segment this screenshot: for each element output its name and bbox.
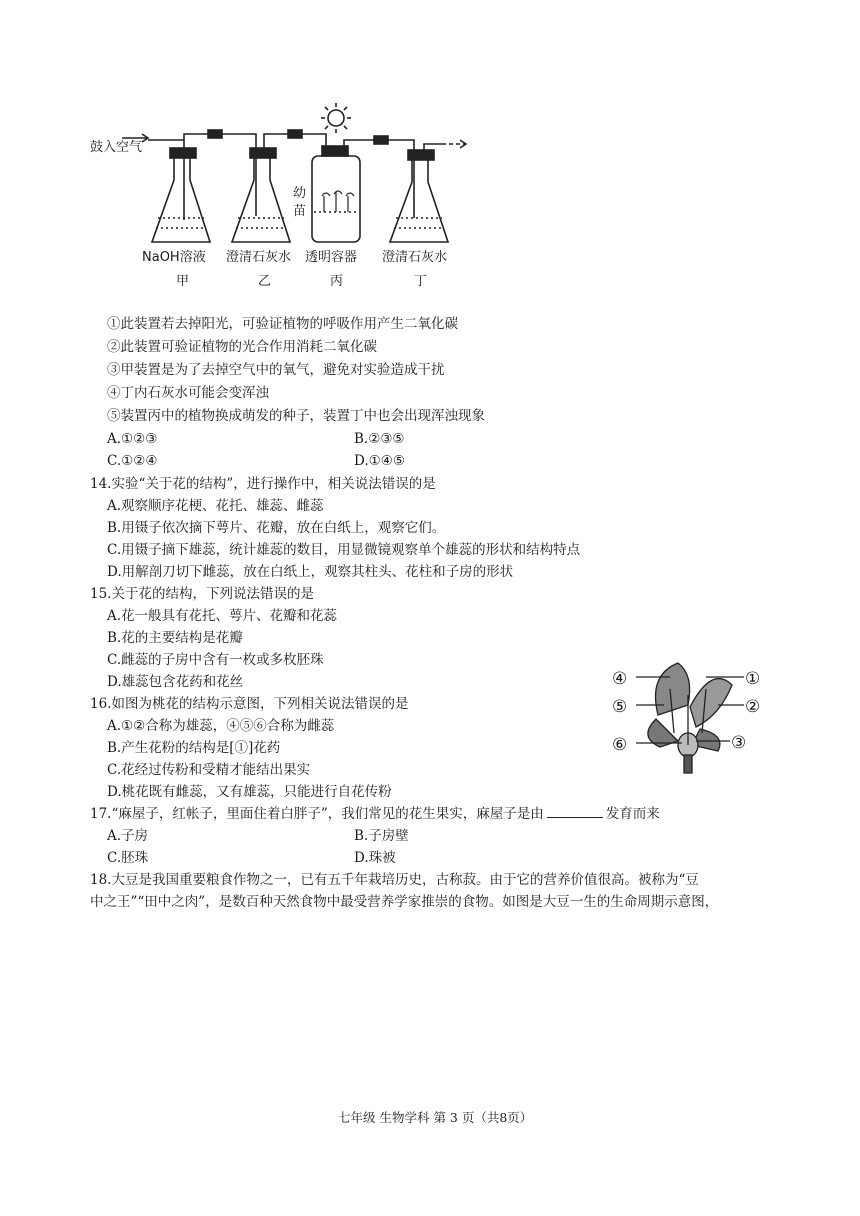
q14-option: A.观察顺序花梗、花托、雄蕊、雌蕊 [107, 498, 324, 514]
q13-statement: ⑤装置丙中的植物换成萌发的种子，装置丁中也会出现浑浊现象 [107, 408, 485, 424]
q15-option: C.雌蕊的子房中含有一枚或多枚胚珠 [107, 652, 324, 668]
flask-reagent-label: 澄清石灰水 [382, 250, 448, 265]
flask-name-label: 丁 [414, 274, 428, 289]
q17-option: C.胚珠 [107, 850, 149, 866]
q13-option: D.①④⑤ [354, 453, 405, 469]
q17-option: A.子房 [107, 828, 149, 844]
q15-option: A.花一般具有花托、萼片、花瓣和花蕊 [107, 608, 338, 624]
q18-text: 中之王”“田中之肉”，是数百种天然食物中最受营养学家推崇的食物。如图是大豆一生的生命周期示意图， [90, 894, 719, 910]
q14-option: C.用镊子摘下雄蕊，统计雄蕊的数目，用显微镜观察单个雄蕊的形状和结构特点 [107, 542, 581, 558]
flask-reagent-label: 澄清石灰水 [226, 250, 292, 265]
flower-label: ⑤ [612, 697, 628, 717]
q14-stem: 14.实验“关于花的结构”，进行操作中，相关说法错误的是 [90, 476, 436, 492]
flower-label: ② [745, 697, 761, 717]
q14-option: D.用解剖刀切下雌蕊，放在白纸上，观察其柱头、花柱和子房的形状 [107, 564, 514, 580]
sun-rays-icon [321, 103, 351, 133]
flask-name-label: 丙 [330, 274, 344, 289]
q13-option: B.②③⑤ [354, 431, 405, 447]
flower-diagram [608, 655, 768, 775]
flower-label: ⑥ [612, 735, 628, 755]
flask-name-label: 甲 [176, 274, 190, 289]
flower-label: ① [745, 669, 761, 689]
q13-statement: ②此装置可验证植物的光合作用消耗二氧化碳 [107, 339, 377, 355]
q13-option: C.①②④ [107, 453, 158, 469]
q17-option: D.珠被 [354, 850, 396, 866]
q18-text: 18.大豆是我国重要粮食作物之一，已有五千年栽培历史，古称菽。由于它的营养价值很高。被称为“豆 [90, 872, 699, 888]
q17-option: B.子房壁 [354, 828, 409, 844]
peach-flower-figure [608, 655, 768, 775]
q14-option: B.用镊子依次摘下萼片、花瓣，放在白纸上，观察它们。 [107, 520, 446, 536]
q15-option: B.花的主要结构是花瓣 [107, 630, 243, 646]
answer-blank[interactable] [547, 805, 603, 818]
flower-label: ④ [612, 669, 628, 689]
q13-option: A.①②③ [107, 431, 158, 447]
q17-stem-after: 发育而来 [605, 806, 660, 822]
q17-stem-before: 17.“麻屋子，红帐子，里面住着白胖子”，我们常见的花生果实，麻屋子是由 [90, 806, 544, 822]
sun-icon [328, 110, 344, 126]
seedling-label: 幼 [293, 186, 307, 201]
q16-option: A.①②合称为雄蕊，④⑤⑥合称为雌蕊 [107, 718, 335, 734]
q16-option: B.产生花粉的结构是[①]花药 [107, 740, 281, 756]
q17-stem [90, 805, 660, 823]
q13-statement: ③甲装置是为了去掉空气中的氧气，避免对实验造成干扰 [107, 362, 445, 378]
q13-statement: ④丁内石灰水可能会变浑浊 [107, 385, 269, 401]
flask-reagent-label: NaOH溶液 [142, 250, 206, 265]
air-in-label: 鼓入空气 [90, 140, 143, 155]
flower-label: ③ [731, 733, 747, 753]
flask-reagent-label: 透明容器 [305, 250, 358, 265]
q16-stem: 16.如图为桃花的结构示意图，下列相关说法错误的是 [90, 696, 409, 712]
q13-statement: ①此装置若去掉阳光，可验证植物的呼吸作用产生二氧化碳 [107, 316, 458, 332]
q15-stem: 15.关于花的结构，下列说法错误的是 [90, 586, 314, 602]
flask-name-label: 乙 [258, 274, 272, 289]
q15-option: D.雄蕊包含花药和花丝 [107, 674, 244, 690]
apparatus-figure [90, 100, 480, 290]
seedling-label: 苗 [293, 204, 307, 219]
q16-option: C.花经过传粉和受精才能结出果实 [107, 762, 311, 778]
page-footer: 七年级 生物学科 第 3 页（共8页） [338, 1110, 533, 1125]
q16-option: D.桃花既有雌蕊，又有雄蕊，只能进行自花传粉 [107, 784, 392, 800]
